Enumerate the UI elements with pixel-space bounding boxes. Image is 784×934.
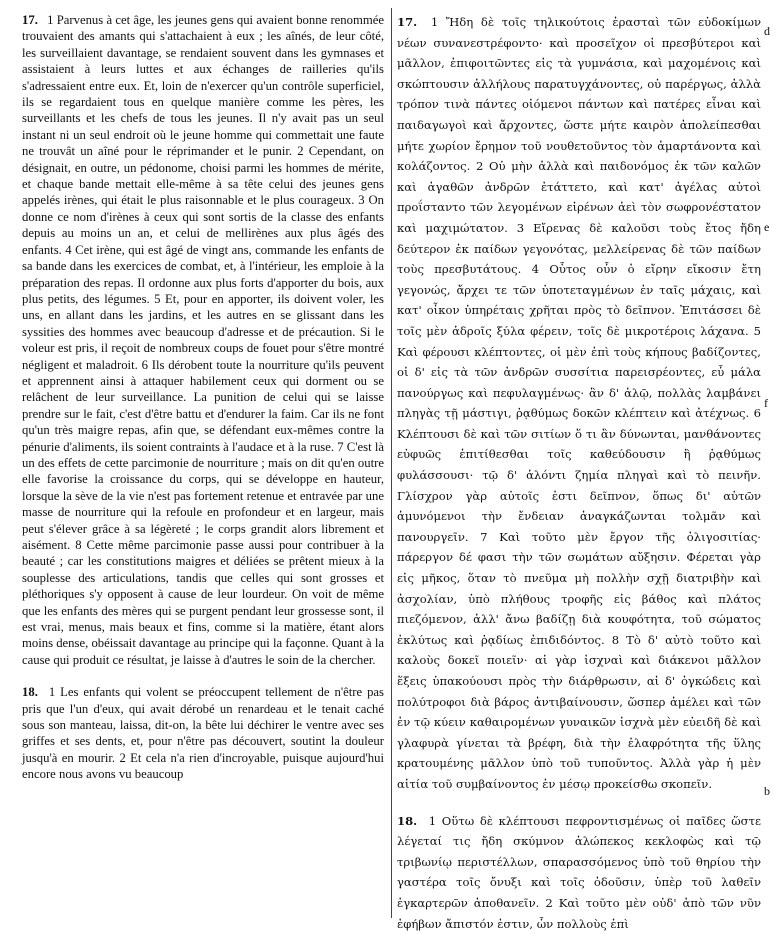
french-column (22, 12, 384, 912)
column-divider (391, 8, 392, 918)
french-chapter-17 (22, 12, 384, 668)
margin-letter-f: f (764, 396, 768, 410)
chapter-text: 1 Οὕτω δὲ κλέπτουσι πεφροντισμένως οἱ παῖδες ὥστε λέγεταί τις ἤδη σκύμνον ἀλώπεκος κεκλοφὼς καὶ τῷ τριβωνίῳ περιστέλλων, σπαρασσόμενος ὑπὸ τοῦ θηρίου τὴν γαστέρα τοῖς ὄνυξι καὶ τοῖς ὀδοῦσιν, ὑπὲρ τοῦ λαθεῖν ἐγκαρτερῶν ἀποθανεῖν. 2 Καὶ τοῦτο μὲν οὐδ' ἀπὸ τῶν νῦν ἐφήβων ἄπιστόν ἐστιν, ὧν πολλοὺς ἐπὶ (397, 813, 761, 931)
chapter-number: 17. (22, 13, 38, 27)
chapter-number: 17. (397, 15, 418, 29)
chapter-text: 1 Ἤδη δὲ τοῖς τηλικούτοις ἐρασταὶ τῶν εὐδοκίμων νέων συνανεστρέφοντο· καὶ προσεῖχον οἱ πρεσβύτεροι καὶ μᾶλλον, ἐπιφοιτῶντες εἰς τὰ γυμνάσια, καὶ μαχομένοις καὶ σκώπτουσιν ἀλλήλους παρατυγχάνοντες, οὐ παρέργως, ἀλλὰ τρόπον τινὰ πάντες οἰόμενοι πάντων καὶ πατέρες εἶναι καὶ παιδαγωγοὶ καὶ ἄρχοντες, ὥστε μήτε καιρὸν ἀπολείπεσθαι μήτε χωρίον ἔρημον τοῦ νουθετοῦντος τὸν ἁμαρτάνοντα καὶ κολάζοντος. 2 Οὐ μὴν ἀλλὰ καὶ παιδονόμος ἐκ τῶν καλῶν καὶ ἀγαθῶν ἀνδρῶν ἐτάττετο, καὶ κατ' ἀγέλας αὐτοὶ προΐσταντο τῶν λεγομένων εἰρένων ἀεὶ τὸν σωφρονέστατον καὶ μαχιμώτατον. 3 Εἴρενας δὲ καλοῦσι τοὺς ἔτος ἤδη δεύτερον ἐκ παίδων γεγονότας, μελλείρενας δὲ τῶν παίδων τοὺς πρεσβυτάτους. 4 Οὗτος οὖν ὁ εἴρην εἴκοσιν ἔτη γεγονώς, ἄρχει τε τῶν ὑποτεταγμένων ἐν ταῖς μάχαις, καὶ κατ' οἶκον ὑπηρέταις χρῆται πρὸς τὸ δεῖπνον. Ἐπιτάσσει δὲ τοῖς μὲν ἁδροῖς ξύλα φέρειν, τοῖς δὲ μικροτέροις λάχανα. 5 Καὶ φέρουσι κλέπτοντες, οἱ μὲν ἐπὶ τοὺς κήπους βαδίζοντες, οἱ δ' εἰς τὰ τῶν ἀνδρῶν συσσίτια παρεισρέοντες, εὖ μάλα πανούργως καὶ πεφυλαγμένως· ἂν δ' ἁλῷ, πολλὰς λαμβάνει πληγὰς τῇ μάστιγι, ῥᾳθύμως δοκῶν κλέπτειν καὶ ἀτέχνως. 6 Κλέπτουσι δὲ καὶ τῶν σιτίων ὅ τι ἂν δύνωνται, μανθάνοντες εὐφυῶς ἐπιτίθεσθαι τοῖς καθεύδουσιν ἢ ῥᾳθύμως φυλάσσουσι· τῷ δ' ἁλόντι ζημία πληγαὶ καὶ τὸ πεινῆν. Γλίσχρον γὰρ αὐτοῖς ἐστι δεῖπνον, ὅπως δι' αὑτῶν ἀμυνόμενοι τὴν ἔνδειαν ἀναγκάζωνται τολμᾶν καὶ πανουργεῖν. 7 Καὶ τοῦτο μὲν ἔργον τῆς ὀλιγοσιτίας· πάρεργον δέ φασι τὴν τῶν σωμάτων αὔξησιν. Φέρεται γὰρ εἰς μῆκος, ὅταν τὸ πνεῦμα μὴ πολλὴν σχῇ διατριβὴν καὶ ἀσχολίαν, ὑπὸ πλήθους τροφῆς εἰς βάθος καὶ πλάτος πιεζόμενον, ἀλλ' ἄνω βαδίζῃ διὰ κουφότητα, τοῦ σώματος ἐκλύτως καὶ ῥᾳδίως ἐπιδιδόντος. 8 Τὸ δ' αὐτὸ τοῦτο καὶ καλοὺς δοκεῖ ποιεῖν· αἱ γὰρ ἰσχναὶ καὶ διάκενοι μᾶλλον ἕξεις ὑπακούουσι πρὸς τὴν διάρθρωσιν, αἱ δ' ὀγκώδεις καὶ πολύτροφοι διὰ βάρος ἀντιβαίνουσιν, ὥσπερ ἀμέλει καὶ τῶν ἐν τῷ κύειν καθαιρομένων γυναικῶν ἰσχνὰ μὲν εὐειδῆ δὲ καὶ γλαφυρὰ γίνεται τὰ βρέφη, διὰ τὴν ἐλαφρότητα τῆς ὕλης κρατουμένης μᾶλλον ὑπὸ τοῦ τυποῦντος. Ἀλλὰ γὰρ ἡ μὲν αἰτία τοῦ συμβαίνοντος ἐν μέσῳ προκείσθω σκοπεῖν. (397, 15, 762, 791)
stephanus-margin (764, 0, 784, 925)
chapter-number: 18. (397, 813, 418, 828)
french-chapter-18 (22, 684, 384, 782)
greek-column (397, 12, 762, 931)
margin-letter-e: e (764, 220, 770, 234)
greek-chapter-17 (397, 12, 761, 795)
margin-letter-d: d (764, 24, 770, 38)
greek-chapter-18 (397, 811, 761, 934)
chapter-number: 18. (22, 685, 38, 700)
chapter-text: 1 Parvenus à cet âge, les jeunes gens qui avaient bonne renommée trouvaient des amants qui s'attachaient à eux ; les aînés, de leur côté, les surveillaient davantage, se rendaient souvent dans les gymnases et assistaient à leurs luttes et aux échanges de railleries qu'ils s'adressaient entre eux. Et, loin de n'exercer qu'un contrôle superficiel, ils se regardaient tous en quelque manière comme les pères, les surveillants et les chefs de tous les jeunes. Il n'y avait pas un seul instant ni un seul endroit où le jeune homme qui commettait une faute ne trouvât un aîné pour le réprimander et le punir. 2 Cependant, on désignait, en outre, un pédonome, choisi parmi les hommes de mérite, et chaque bande mettait elle-même à sa tête celui des jeunes gens appelés irènes, qui était le plus raisonnable et le plus courageux. 3 On donne ce nom d'irènes à ceux qui sont sortis de la classe des enfants depuis au moins un an, et celui de mellirènes aux plus âgés des enfants. 4 Cet irène, qui est âgé de vingt ans, commande les enfants de sa bande dans les exercices de combat, et, à l'intérieur, les emploie à la préparation des repas. Il ordonne aux plus forts d'apporter du bois, aux plus petits, des légumes. 5 Et, pour en apporter, ils doivent voler, les uns, en allant dans les jardins, et les autres en se glissant dans les syssities des hommes avec beaucoup d'adresse et de précaution. Si le voleur est pris, il reçoit de nombreux coups de fouet pour s'être montré négligent et maladroit. 6 Ils dérobent toute la nourriture qu'ils peuvent et apprennent ainsi à attaquer habilement ceux qui dorment ou se relâchent de leur surveillance. La punition de celui qui se laisse prendre sur le fait, c'est d'être battu et d'endurer la faim. Car ils ne font qu'un très maigre repas, afin que, se défendant eux-mêmes contre la pénurie d'aliments, ils soient contraints à l'audace et à la ruse. 7 C'est là un des effets de cette parcimonie de nourriture ; mais on dit qu'en outre elle favorise la croissance du corps, qui se développe en hauteur, lorsque la sève de la vie n'est pas fortement retenue et entravée par une masse de nourriture qui la refoule en profondeur et en largeur, mais peut s'élever grâce à sa légèreté ; le corps grandit alors librement et aisément. 8 Cette même parcimonie passe aussi pour contribuer à la beauté ; car les constitutions maigres et déliées se prêtent mieux à la souplesse des articulations, tandis que celles qui sont grosses et pléthoriques s'y opposent à cause de leur lourdeur. On voit de même que les enfants des mères qui se purgent pendant leur grossesse sont, il est vrai, menus, mais beaux et fins, comme si la matière, étant alors moins dense, obéissait davantage au principe qui la façonne. Quant à la cause qui produit ce résultat, je laisse à d'autres le soin de la chercher. (22, 13, 384, 667)
chapter-text: 1 Les enfants qui volent se préoccupent tellement de n'être pas pris que l'un d'eux, qui avait dérobé un renardeau et le tenait caché sous son manteau, laissa, dit-on, la bête lui déchirer le ventre avec ses griffes et ses dents, et, pour n'être pas découvert, soutint la douleur jusqu'à en mourir. 2 Et cela n'a rien d'incroyable, puisque aujourd'hui encore nous avons vu beaucoup (22, 685, 384, 782)
margin-letter-b: b (764, 784, 770, 798)
